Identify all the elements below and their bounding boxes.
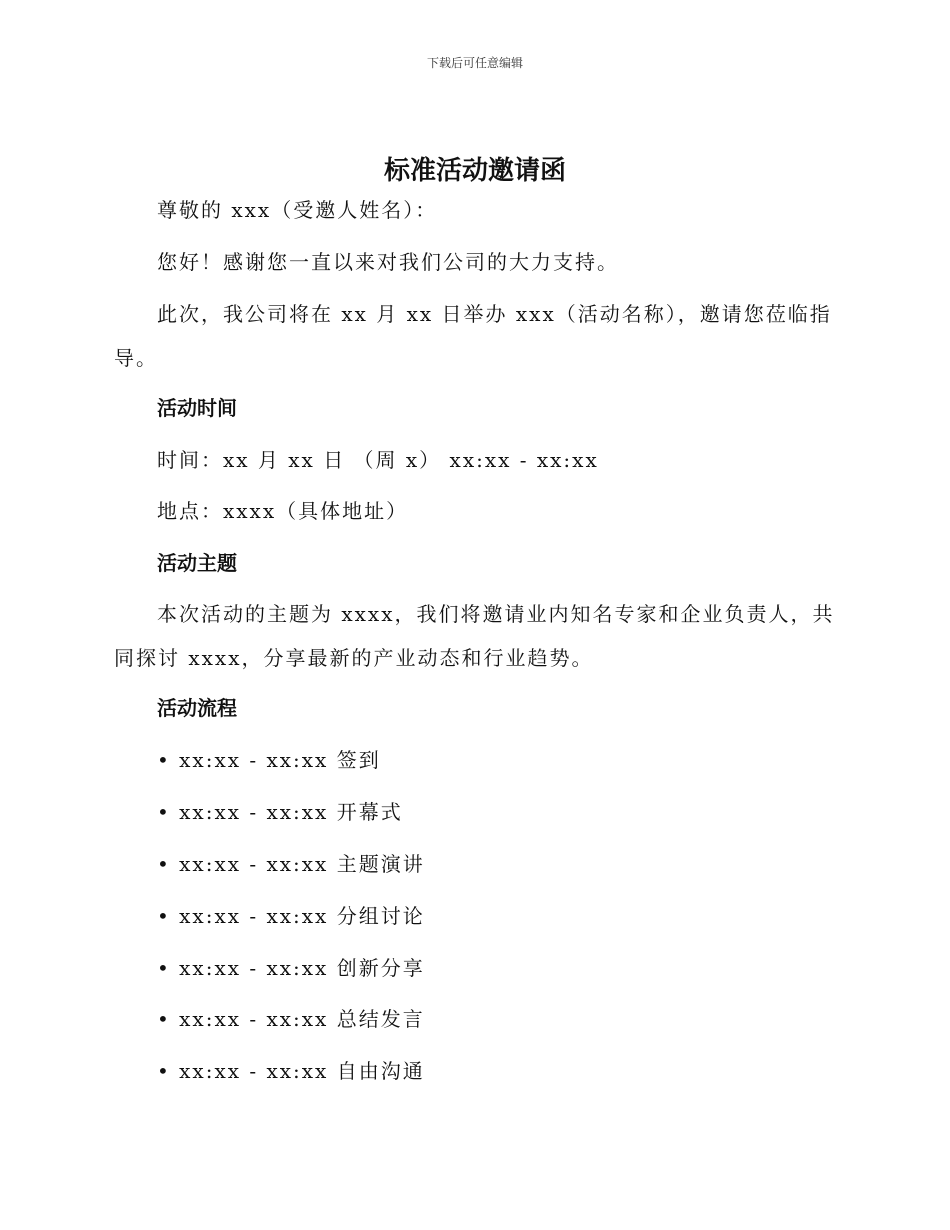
time-line: 时间：xx 月 xx 日 （周 x） xx:xx - xx:xx [157, 448, 599, 472]
page-header-note: 下载后可任意编辑 [426, 56, 523, 70]
document-title: 标准活动邀请函 [383, 156, 566, 186]
list-item: • xx:xx - xx:xx 签到 [157, 748, 381, 772]
section-heading-flow: 活动流程 [157, 696, 237, 720]
intro-paragraph: 此次，我公司将在 xx 月 xx 日举办 xxx（活动名称），邀请您莅临指导。 [114, 302, 832, 370]
greeting: 您好！感谢您一直以来对我们公司的大力支持。 [157, 250, 619, 274]
list-item: • xx:xx - xx:xx 开幕式 [157, 800, 403, 824]
place-line: 地点：xxxx（具体地址） [157, 499, 409, 523]
list-item: • xx:xx - xx:xx 主题演讲 [157, 852, 425, 876]
list-item: • xx:xx - xx:xx 总结发言 [157, 1007, 425, 1031]
salutation: 尊敬的 xxx（受邀人姓名）： [157, 198, 438, 222]
list-item: • xx:xx - xx:xx 分组讨论 [157, 904, 425, 928]
theme-paragraph: 本次活动的主题为 xxxx，我们将邀请业内知名专家和企业负责人，共同探讨 xxxx，分享最新的产业动态和行业趋势。 [114, 602, 835, 670]
list-item: • xx:xx - xx:xx 创新分享 [157, 956, 425, 980]
section-heading-theme: 活动主题 [157, 551, 237, 575]
section-heading-time: 活动时间 [157, 396, 237, 420]
list-item: • xx:xx - xx:xx 自由沟通 [157, 1059, 425, 1083]
